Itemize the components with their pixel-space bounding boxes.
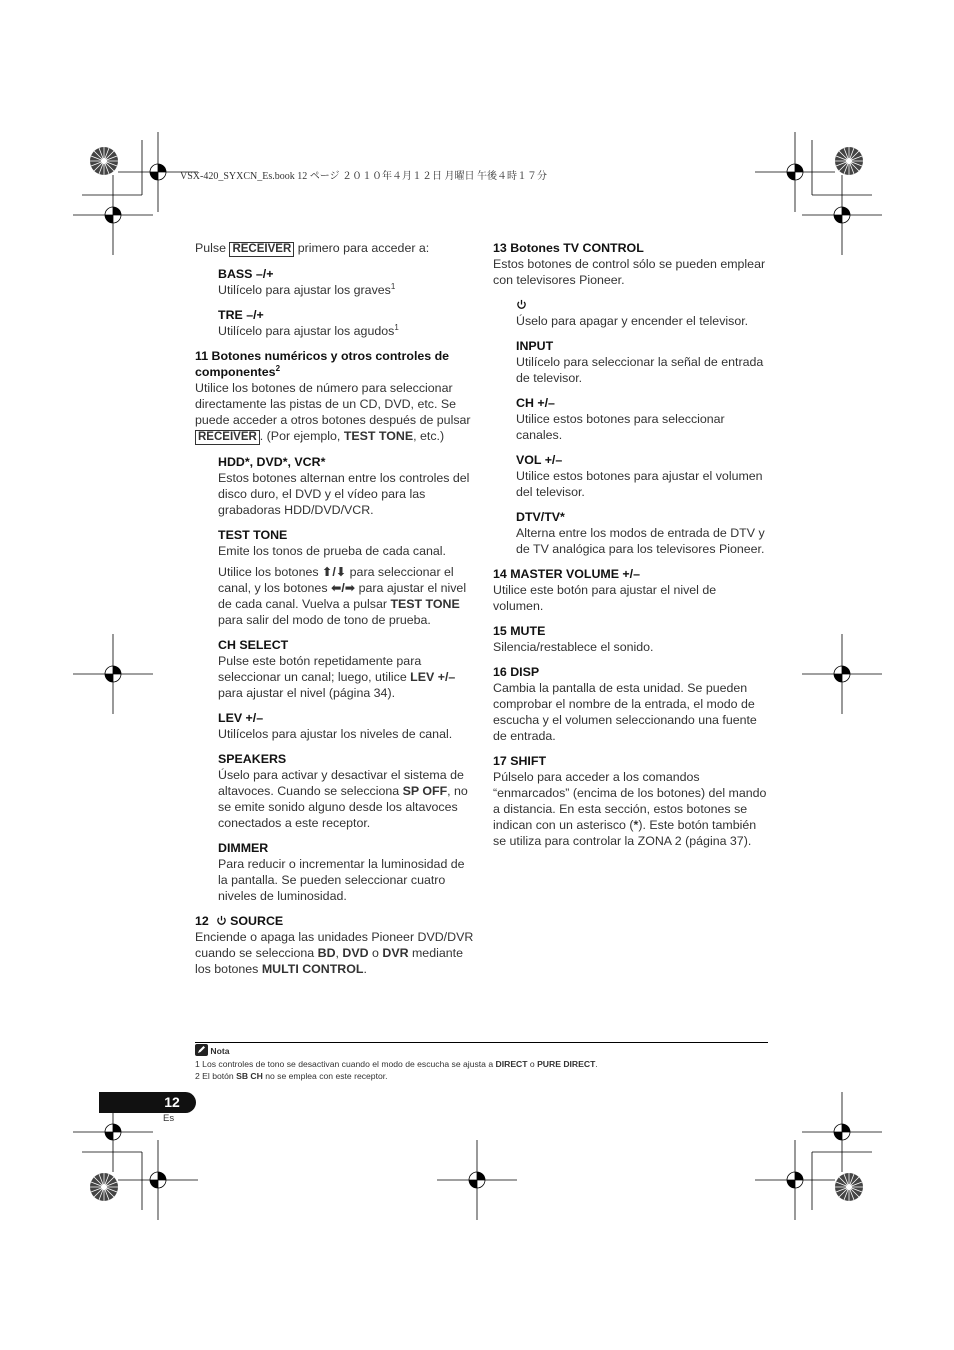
dimmer-desc: Para reducir o incrementar la luminosidad de la pantalla. Se pueden seleccionar cuatro niveles de luminosidad. — [218, 857, 465, 903]
tv-power-title — [516, 297, 769, 313]
section-15-title: 15 MUTE — [493, 624, 546, 638]
section-16-title: 16 DISP — [493, 665, 540, 679]
receiver-key: RECEIVER — [229, 242, 294, 257]
section-14-desc: Utilice este botón para ajustar el nivel de volumen. — [493, 583, 717, 613]
power-icon — [216, 915, 227, 926]
right-column — [493, 240, 769, 849]
section-14-title: 14 MASTER VOLUME +/– — [493, 567, 640, 581]
section-17-desc: Púlselo para acceder a los comandos “enmarcados” (encima de los botones) del mando a distancia. En esta sección, estos botones se indican con un asterisco (*). Este botón también se utiliza para controlar la ZONA 2 (página 37). — [493, 770, 767, 848]
note-2: 2 El botón SB CH no se emplea con este receptor. — [195, 1071, 388, 1081]
test-tone-title: TEST TONE — [218, 528, 288, 542]
section-13-desc: Estos botones de control sólo se pueden emplear con televisores Pioneer. — [493, 257, 766, 287]
receiver-key-2: RECEIVER — [195, 430, 260, 445]
section-12-desc: Enciende o apaga las unidades Pioneer DVD/DVR cuando se selecciona BD, DVD o DVR mediante los botones MULTI CONTROL. — [195, 930, 474, 976]
notes-divider — [195, 1042, 768, 1043]
dtv-title: DTV/TV* — [516, 510, 565, 524]
ch-title: CH +/– — [516, 396, 555, 410]
tre-desc: Utilícelo para ajustar los agudos$^1$ — [218, 322, 399, 338]
section-11-desc: Utilice los botones de número para seleccionar directamente las pistas de un CD, DVD, etc. Se puede acceder a otros botones después de pulsar RECEIVER . (Por ejemplo, TEST TONE, etc.) — [195, 381, 471, 443]
ch-desc: Utilice estos botones para seleccionar canales. — [516, 412, 725, 442]
lev-title: LEV +/– — [218, 711, 264, 725]
note-pencil-icon — [195, 1044, 208, 1056]
dimmer-title: DIMMER — [218, 841, 269, 855]
language-code: Es — [163, 1113, 175, 1124]
ch-select-desc: Pulse este botón repetidamente para seleccionar un canal; luego, utilice LEV +/– para ajustar el nivel (página 34). — [218, 654, 456, 700]
up-down-arrows-icon: ⬆/⬇ — [322, 565, 347, 579]
intro-line: Pulse RECEIVER primero para acceder a: — [195, 241, 430, 255]
vol-title: VOL +/– — [516, 453, 563, 467]
left-right-arrows-icon: ⬅/➡ — [330, 581, 356, 595]
test-tone-usage: Utilice los botones ⬆/⬇ para seleccionar el canal, y los botones ⬅/➡ para ajustar el nivel de cada canal. Vuelva a pulsar TEST TONE para salir del modo de tono de prueba. — [218, 565, 467, 627]
running-head: VSX-420_SYXCN_Es.book 12 ページ ２０１０年４月１２日 月曜日 午後４時１７分 — [180, 171, 548, 182]
bass-desc: Utilícelo para ajustar los graves$^1$ — [218, 281, 396, 297]
speakers-desc: Úselo para activar y desactivar el sistema de altavoces. Cuando se selecciona SP OFF, no se emite sonido alguno desde los altavoces conectados a este receptor. — [218, 768, 468, 830]
section-11-title: 11 Botones numéricos y otros controles de componentes$^2$ — [195, 349, 450, 379]
page-number: 12 — [164, 1094, 180, 1110]
hdd-title: HDD*, DVD*, VCR* — [218, 455, 326, 469]
input-desc: Utilícelo para seleccionar la señal de entrada de televisor. — [516, 355, 764, 385]
dtv-desc: Alterna entre los modos de entrada de DTV y de TV analógica para los televisores Pioneer. — [516, 526, 765, 556]
section-13-title: 13 Botones TV CONTROL — [493, 241, 644, 255]
left-column — [195, 240, 475, 977]
notes-block — [195, 1044, 768, 1083]
power-icon — [516, 299, 527, 310]
test-tone-desc: Emite los tonos de prueba de cada canal. — [218, 544, 446, 558]
ch-select-title: CH SELECT — [218, 638, 289, 652]
tre-title: TRE –/+ — [218, 308, 264, 322]
notes-heading: Nota — [195, 1044, 768, 1058]
vol-desc: Utilice estos botones para ajustar el volumen del televisor. — [516, 469, 763, 499]
section-15-desc: Silencia/restablece el sonido. — [493, 640, 654, 654]
hdd-desc: Estos botones alternan entre los controles del disco duro, el DVD y el vídeo para las grabadoras HDD/DVD/VCR. — [218, 471, 470, 517]
lev-desc: Utilícelos para ajustar los niveles de canal. — [218, 727, 453, 741]
input-title: INPUT — [516, 339, 554, 353]
speakers-title: SPEAKERS — [218, 752, 287, 766]
section-12-title: 12 SOURCE — [195, 914, 284, 928]
section-17-title: 17 SHIFT — [493, 754, 547, 768]
bass-title: BASS –/+ — [218, 267, 274, 281]
note-1: 1 Los controles de tono se desactivan cuando el modo de escucha se ajusta a DIRECT o PURE DIRECT. — [195, 1058, 598, 1069]
tv-power-desc: Úselo para apagar y encender el televisor. — [516, 314, 749, 328]
section-16-desc: Cambia la pantalla de esta unidad. Se pueden comprobar el nombre de la entrada, el modo de escucha y el volumen seleccionando una fuente de entrada. — [493, 681, 757, 743]
